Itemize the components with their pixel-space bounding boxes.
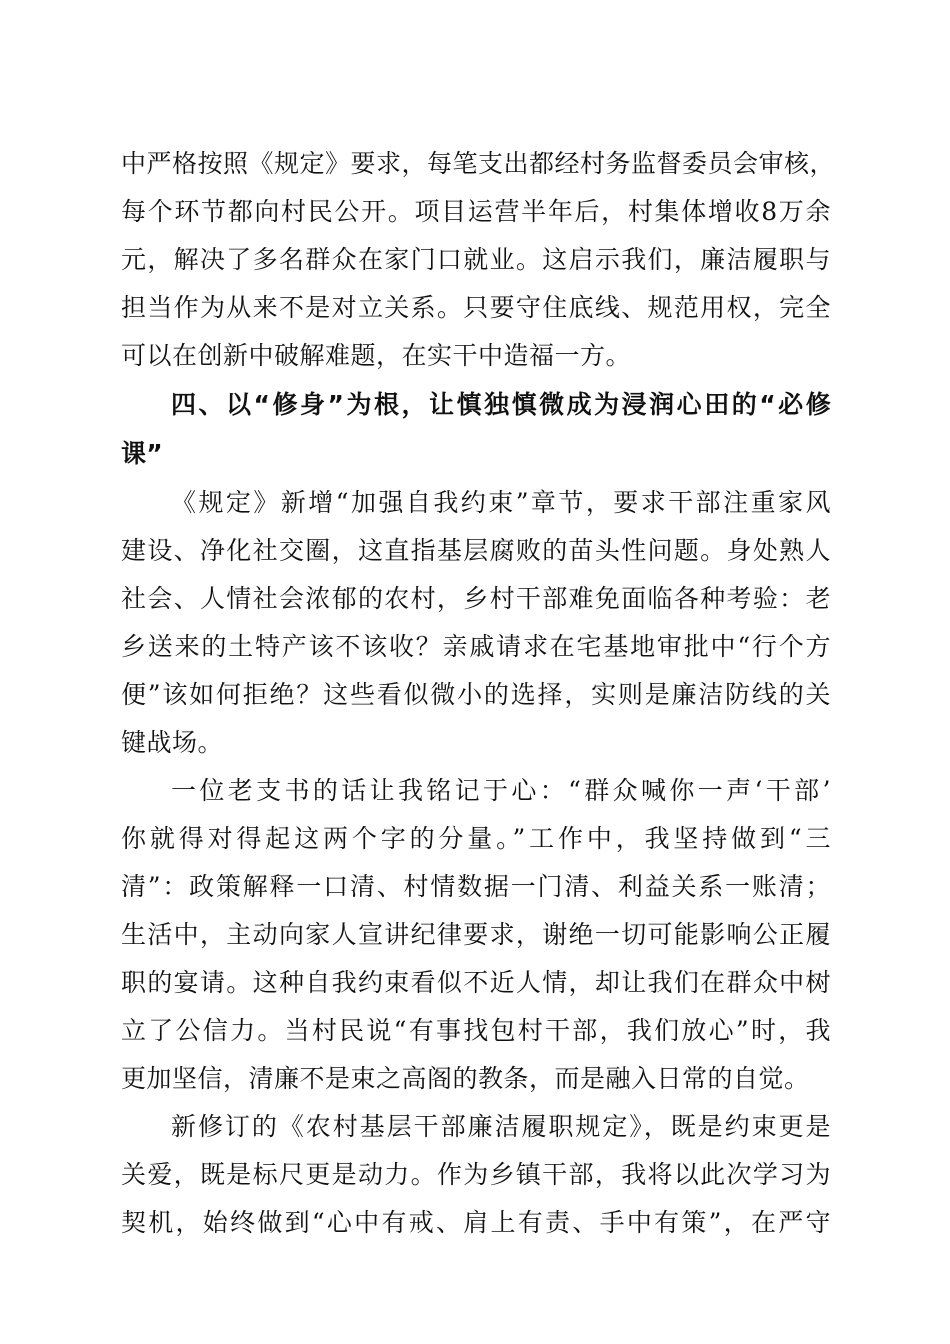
paragraph-line: 一位老支书的话让我铭记于心：“群众喊你一声‘干部’ [171,776,831,805]
paragraph-line: 新修订的《农村基层干部廉洁履职规定》，既是约束更是 [171,1112,831,1141]
paragraph-line: 担当作为从来不是对立关系。只要守住底线、规范用权，完全 [121,293,831,322]
paragraph-line: 立了公信力。当村民说“有事找包村干部，我们放心”时，我 [121,1016,831,1045]
paragraph-line: 中严格按照《规定》要求，每笔支出都经村务监督委员会审核， [121,149,836,178]
paragraph-line: 职的宴请。这种自我约束看似不近人情，却让我们在群众中树 [121,968,831,997]
paragraph-line: 社会、人情社会浓郁的农村，乡村干部难免面临各种考验：老 [121,584,831,613]
paragraph-line: 清”：政策解释一口清、村情数据一门清、利益关系一账清； [121,872,831,901]
paragraph-line: 元，解决了多名群众在家门口就业。这启示我们，廉洁履职与 [121,245,831,274]
paragraph-line: 生活中，主动向家人宣讲纪律要求，谢绝一切可能影响公正履 [121,920,831,949]
paragraph-line: 契机，始终做到“心中有戒、肩上有责、手中有策”，在严守 [121,1208,831,1237]
paragraph-line: 每个环节都向村民公开。项目运营半年后，村集体增收8万余 [121,197,831,226]
paragraph-line: 便”该如何拒绝？这些看似微小的选择，实则是廉洁防线的关 [121,680,831,709]
paragraph-line: 建设、净化社交圈，这直指基层腐败的苗头性问题。身处熟人 [121,536,831,565]
paragraph-line: 《规定》新增“加强自我约束”章节，要求干部注重家风 [171,488,831,517]
paragraph-line: 更加坚信，清廉不是束之高阁的教条，而是融入日常的自觉。 [121,1064,810,1093]
paragraph-line: 键战场。 [121,728,224,757]
paragraph-line: 关爱，既是标尺更是动力。作为乡镇干部，我将以此次学习为 [121,1160,831,1189]
paragraph-line: 可以在创新中破解难题，在实干中造福一方。 [121,341,632,370]
section-heading: 四、以“修身”为根，让慎独慎微成为浸润心田的“必修 [171,390,831,419]
section-heading: 课” [121,439,164,468]
paragraph-line: 你就得对得起这两个字的分量。”工作中，我坚持做到“三 [121,824,831,853]
paragraph-line: 乡送来的土特产该不该收？亲戚请求在宅基地审批中“行个方 [121,632,831,661]
